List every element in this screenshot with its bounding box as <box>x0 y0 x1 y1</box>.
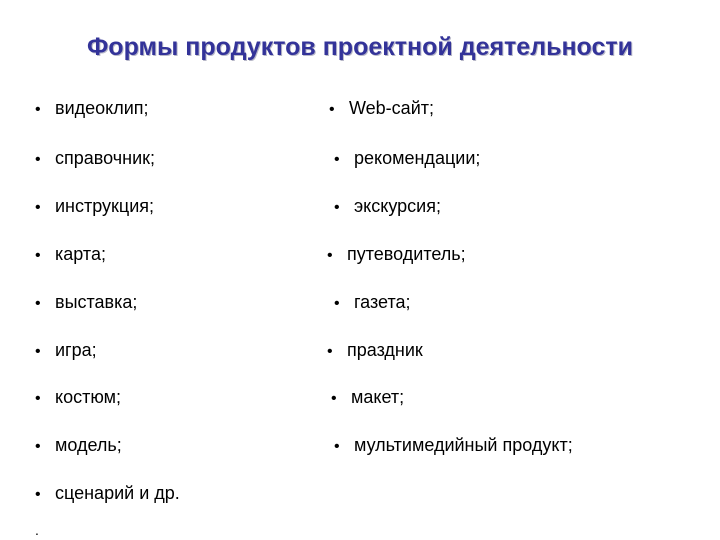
bullet-icon: • <box>334 151 340 168</box>
list-item-text: игра; <box>55 340 97 360</box>
list-item <box>35 147 155 171</box>
list-item-text: инструкция; <box>55 196 155 216</box>
list-item-text: костюм; <box>55 387 122 407</box>
list-item-text: Web-сайт; <box>349 98 434 118</box>
list-item <box>334 434 573 458</box>
list-item-text: модель; <box>55 435 122 455</box>
bullet-icon: • <box>334 295 340 312</box>
list-item <box>334 195 441 219</box>
bullet-icon: • <box>35 101 41 118</box>
list-item <box>327 339 423 363</box>
list-item <box>327 243 466 267</box>
list-item <box>331 386 404 410</box>
list-item-text: карта; <box>55 244 106 264</box>
list-item <box>334 147 480 171</box>
bullet-icon: • <box>327 343 333 360</box>
list-item <box>35 434 122 458</box>
list-item <box>35 339 97 363</box>
list-item <box>35 195 154 219</box>
list-item-text: справочник; <box>55 148 155 168</box>
list-item <box>35 243 106 267</box>
list-item-text: мультимедийный продукт; <box>354 435 573 455</box>
bullet-icon: • <box>35 199 41 216</box>
list-item <box>334 291 411 315</box>
bullet-icon: • <box>35 486 41 503</box>
trailing-mark: . <box>35 522 39 538</box>
bullet-icon: • <box>334 199 340 216</box>
list-item-text: сценарий и др. <box>55 483 180 503</box>
bullet-icon: • <box>331 390 337 407</box>
list-item-text: видеоклип; <box>55 98 149 118</box>
list-item <box>35 97 149 121</box>
list-item-text: выставка; <box>55 292 138 312</box>
bullet-icon: • <box>35 295 41 312</box>
list-item-text: рекомендации; <box>354 148 481 168</box>
bullet-icon: • <box>35 390 41 407</box>
bullet-icon: • <box>35 343 41 360</box>
list-item-text: праздник <box>347 340 423 360</box>
bullet-icon: • <box>35 247 41 264</box>
list-item-text: газета; <box>354 292 411 312</box>
list-item-text: экскурсия; <box>354 196 441 216</box>
list-item-text: путеводитель; <box>347 244 466 264</box>
bullet-icon: • <box>329 101 335 118</box>
list-item <box>35 291 137 315</box>
bullet-icon: • <box>35 438 41 455</box>
list-item <box>35 482 180 506</box>
bullet-icon: • <box>327 247 333 264</box>
slide-title: Формы продуктов проектной деятельности <box>86 33 634 61</box>
list-item-text: макет; <box>351 387 405 407</box>
list-item <box>35 386 121 410</box>
bullet-icon: • <box>334 438 340 455</box>
bullet-icon: • <box>35 151 41 168</box>
list-item <box>329 97 434 121</box>
